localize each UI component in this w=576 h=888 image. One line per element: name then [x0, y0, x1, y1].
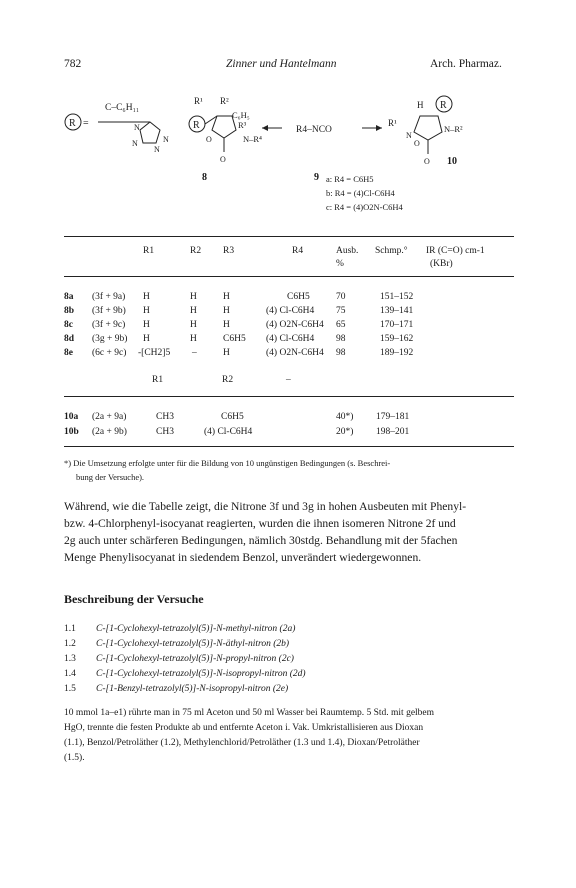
col-header-yield-unit: %: [336, 259, 344, 269]
row-source: (6c + 9c): [92, 348, 127, 358]
variant-c: c: R4 = (4)O2N-C6H4: [326, 202, 403, 212]
svg-text:N: N: [132, 139, 138, 148]
svg-text:9: 9: [314, 172, 319, 183]
row-source: (2a + 9b): [92, 427, 127, 437]
row-mp: 170–171: [380, 320, 414, 330]
row-r4: C6H5: [287, 292, 310, 302]
svg-text:C–C₆H₁₁: C–C₆H₁₁: [105, 103, 140, 113]
row-r4: (4) Cl-C6H4: [266, 306, 315, 316]
row-r2: C6H5: [221, 412, 244, 422]
paragraph-line-3: 2g auch unter schärferen Bedingungen, nämlich 30stdg. Behandlung mit der 5fachen: [64, 534, 458, 547]
svg-text:O: O: [424, 157, 430, 166]
svg-text:R¹: R¹: [388, 118, 397, 128]
row-id: 8b: [64, 306, 75, 316]
table-footnote-line-2: bung der Versuche).: [76, 472, 145, 482]
svg-text:N: N: [406, 131, 412, 140]
experiment-number: 1.5: [64, 684, 76, 694]
r-definition: [65, 103, 169, 154]
variant-a: a: R4 = C6H5: [326, 174, 374, 184]
variant-b: b: R4 = (4)Cl-C6H4: [326, 188, 395, 198]
experiment-title: C-[1-Cyclohexyl-tetrazolyl(5)]-N-methyl-nitron (2a): [96, 624, 296, 634]
row-r1: H: [143, 292, 150, 302]
subheader-dash: –: [286, 375, 291, 385]
row-source: (3f + 9c): [92, 320, 126, 330]
reaction-scheme: [0, 80, 576, 230]
svg-text:R³: R³: [238, 120, 247, 130]
compound-8-structure: [189, 96, 262, 183]
col-header-yield: Ausb.: [336, 246, 359, 256]
row-yield: 40*): [336, 412, 354, 422]
paragraph-line-1: Während, wie die Tabelle zeigt, die Nitrone 3f und 3g in hohen Ausbeuten mit Phenyl-: [64, 500, 467, 513]
row-mp: 189–192: [380, 348, 414, 358]
svg-text:=: =: [83, 118, 89, 129]
experiment-number: 1.4: [64, 669, 76, 679]
svg-text:8: 8: [202, 172, 207, 183]
row-r4: (4) O2N-C6H4: [266, 320, 324, 330]
svg-text:N: N: [154, 145, 160, 154]
row-r1: CH3: [156, 412, 174, 422]
row-id: 8e: [64, 348, 73, 358]
row-r1: CH3: [156, 427, 174, 437]
row-yield: 70: [336, 292, 346, 302]
row-yield: 65: [336, 320, 346, 330]
row-yield: 20*): [336, 427, 354, 437]
row-id: 8a: [64, 292, 74, 302]
svg-text:N–R⁴: N–R⁴: [243, 134, 263, 144]
page-number: 782: [64, 58, 82, 70]
col-header-r4: R4: [292, 246, 304, 256]
running-title: Zinner und Hantelmann: [226, 58, 337, 70]
row-r1: H: [143, 334, 150, 344]
svg-text:O: O: [206, 135, 212, 144]
svg-text:O: O: [414, 139, 420, 148]
svg-text:N: N: [134, 123, 140, 132]
row-r1: -[CH2]5: [138, 348, 171, 358]
journal-name: Arch. Pharmaz.: [430, 58, 502, 70]
row-source: (3f + 9a): [92, 292, 126, 302]
subheader-r1: R1: [152, 375, 164, 385]
paragraph-line-4: Menge Phenylisocyanat in siedendem Benzol, unverändert wiedergewonnen.: [64, 551, 422, 564]
table-top-rule: [64, 236, 514, 237]
col-header-r3: R3: [223, 246, 235, 256]
row-r4: (4) O2N-C6H4: [266, 348, 324, 358]
experiment-title: C-[1-Cyclohexyl-tetrazolyl(5)]-N-propyl-nitron (2c): [96, 654, 294, 664]
row-source: (3f + 9b): [92, 306, 126, 316]
row-mp: 139–141: [380, 306, 414, 316]
row-id: 10a: [64, 412, 79, 422]
svg-text:R: R: [193, 120, 200, 131]
svg-text:O: O: [220, 155, 226, 164]
svg-text:R4–NCO: R4–NCO: [296, 125, 332, 135]
row-r3: H: [223, 306, 230, 316]
row-yield: 98: [336, 334, 346, 344]
row-mp: 159–162: [380, 334, 414, 344]
svg-text:R: R: [440, 100, 447, 111]
paragraph-line-2: bzw. 4-Chlorphenyl-isocyanat reagierten, wurden die ihnen isomeren Nitrone 2f und: [64, 517, 456, 530]
section-title: Beschreibung der Versuche: [64, 592, 204, 606]
table-header-rule: [64, 276, 514, 277]
procedure-line-3: (1.1), Benzol/Petroläther (1.2), Methylenchlorid/Petroläther (1.3 und 1.4), Dioxan/Petroläther: [64, 738, 420, 748]
experiment-number: 1.1: [64, 624, 76, 634]
row-r2: H: [190, 306, 197, 316]
row-r2: H: [190, 334, 197, 344]
experiment-number: 1.2: [64, 639, 76, 649]
experiment-title: C-[1-Cyclohexyl-tetrazolyl(5)]-N-äthyl-nitron (2b): [96, 639, 290, 649]
col-header-mp: Schmp.°: [375, 246, 408, 256]
table-footnote-line-1: *) Die Umsetzung erfolgte unter für die Bildung von 10 ungünstigen Bedingungen (s. Beschrei-: [64, 458, 391, 468]
svg-text:N: N: [163, 135, 169, 144]
row-r1: H: [143, 320, 150, 330]
col-header-ir: IR (C=O) cm-1: [426, 246, 485, 256]
row-r4: (4) Cl-C6H4: [266, 334, 315, 344]
procedure-line-1: 10 mmol 1a–e1) rührte man in 75 ml Aceton und 50 ml Wasser bei Raumtemp. 5 Std. mit gelbem: [64, 708, 435, 718]
experiment-title: C-[1-Benzyl-tetrazolyl(5)]-N-isopropyl-nitron (2e): [96, 684, 289, 694]
svg-text:H: H: [417, 100, 424, 110]
row-r3: H: [223, 348, 230, 358]
svg-text:R²: R²: [220, 96, 229, 106]
row-id: 8c: [64, 320, 73, 330]
col-header-r2: R2: [190, 246, 202, 256]
row-source: (2a + 9a): [92, 412, 127, 422]
row-r2: H: [190, 292, 197, 302]
compound-10-structure: [388, 96, 463, 167]
row-r1: H: [143, 306, 150, 316]
row-mp: 179–181: [376, 412, 410, 422]
row-id: 10b: [64, 427, 79, 437]
svg-text:R¹: R¹: [194, 96, 203, 106]
row-id: 8d: [64, 334, 75, 344]
row-mp: 151–152: [380, 292, 414, 302]
row-yield: 75: [336, 306, 346, 316]
svg-text:N–R²: N–R²: [444, 124, 463, 134]
table-mid-rule: [64, 396, 514, 397]
row-r3: H: [223, 292, 230, 302]
row-r2: (4) Cl-C6H4: [204, 427, 253, 437]
procedure-line-4: (1.5).: [64, 753, 85, 763]
svg-text:C₆H₅: C₆H₅: [232, 110, 250, 120]
col-header-r1: R1: [143, 246, 155, 256]
experiment-number: 1.3: [64, 654, 76, 664]
procedure-line-2: HgO, trennte die festen Produkte ab und entfernte Aceton i. Vak. Umkristallisieren aus Dioxan: [64, 723, 424, 733]
row-r3: C6H5: [223, 334, 246, 344]
subheader-r2: R2: [222, 375, 234, 385]
row-yield: 98: [336, 348, 346, 358]
table-bottom-rule: [64, 446, 514, 447]
svg-text:R: R: [69, 118, 76, 129]
col-header-ir-sub: (KBr): [430, 259, 453, 269]
row-r2: –: [192, 348, 197, 358]
experiment-title: C-[1-Cyclohexyl-tetrazolyl(5)]-N-isopropyl-nitron (2d): [96, 669, 306, 679]
row-r2: H: [190, 320, 197, 330]
row-mp: 198–201: [376, 427, 410, 437]
row-source: (3g + 9b): [92, 334, 128, 344]
row-r3: H: [223, 320, 230, 330]
svg-text:10: 10: [447, 156, 457, 167]
